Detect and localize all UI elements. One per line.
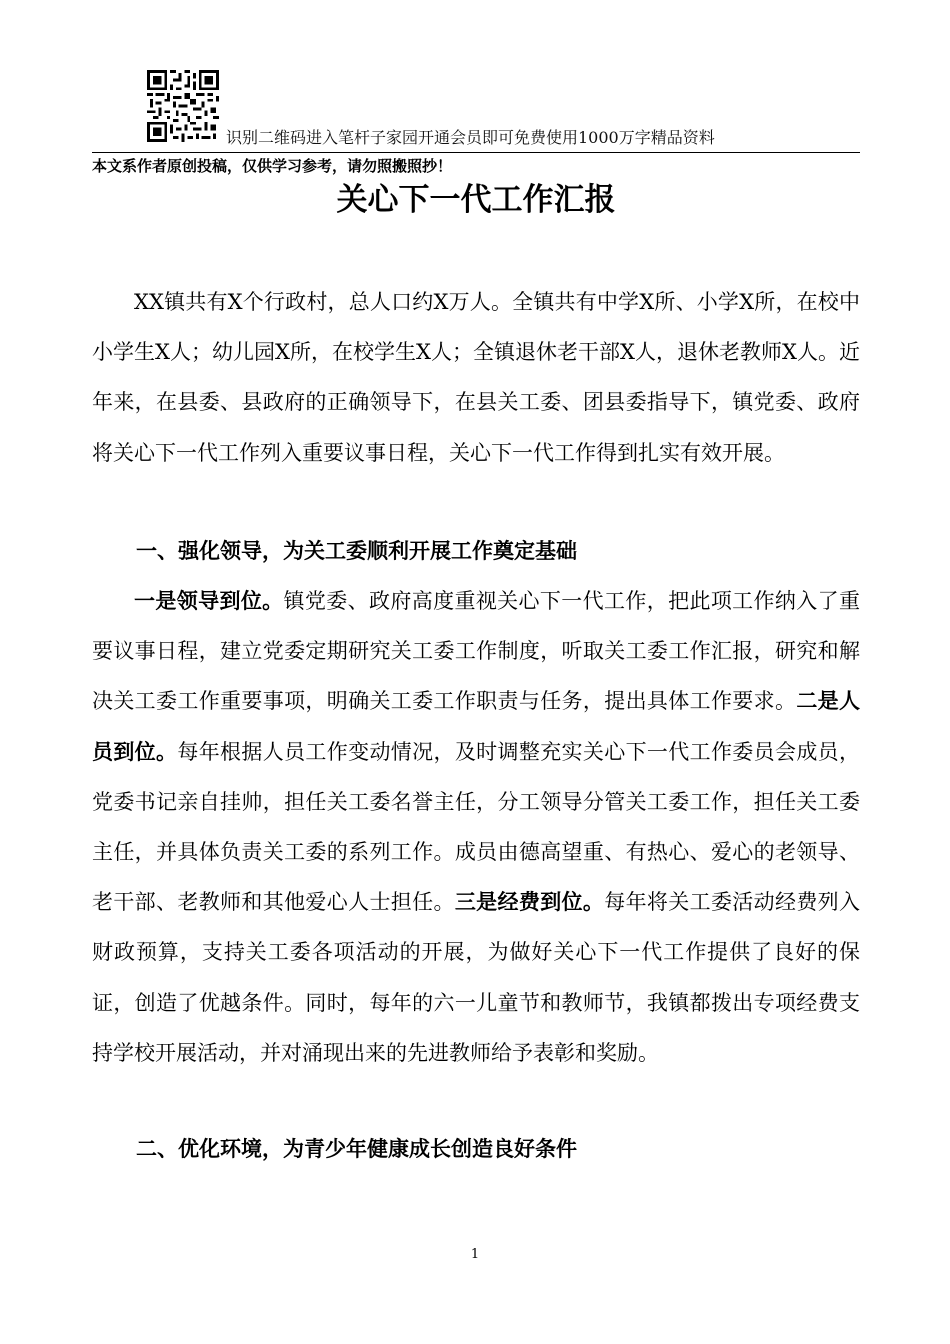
intro-paragraph — [92, 277, 860, 478]
section-2-heading: 二、优化环境，为青少年健康成长创造良好条件 — [136, 1137, 577, 1161]
header-note: 识别二维码进入笔杆子家园开通会员即可免费使用1000万字精品资料 — [226, 128, 715, 147]
copyright-notice: 本文系作者原创投稿，仅供学习参考，请勿照搬照抄！ — [92, 157, 453, 175]
document-title: 关心下一代工作汇报 — [336, 182, 616, 218]
section-1-paragraph — [92, 576, 860, 1078]
intro-text: XX镇共有X个行政村，总人口约X万人。全镇共有中学X所、小学X所，在校中小学生X人；幼儿园X所，在校学生X人；全镇退休老干部X人，退休老教师X人。近年来，在县委、县政府的正确领导下，在县关工委、团县委指导下，镇党委、政府将关心下一代工作列入重要议事日程，关心下一代工作得到扎实有效开展。 — [92, 290, 860, 465]
lead-personnel: 二是人员到位。 — [92, 689, 860, 764]
lead-leadership: 一是领导到位。 — [134, 589, 284, 613]
lead-funding: 三是经费到位。 — [454, 890, 605, 915]
text-funding: 每年将关工委活动经费列入财政预算，支持关工委各项活动的开展，为做好关心下一代工作提供了良好的保证，创造了优越条件。同时，每年的六一儿童节和教师节，我镇都拨出专项经费支持学校开展活动，并对涌现出来的先进教师给予表彰和奖励。 — [92, 890, 861, 1065]
header-divider — [92, 152, 860, 153]
section-1-heading: 一、强化领导，为关工委顺利开展工作奠定基础 — [136, 539, 577, 563]
qr-code-icon[interactable] — [147, 70, 219, 142]
page-number: 1 — [470, 1247, 480, 1262]
text-leadership: 镇党委、政府高度重视关心下一代工作，把此项工作纳入了重要议事日程，建立党委定期研究关工委工作制度，听取关工委工作汇报，研究和解决关工委工作重要事项，明确关工委工作职责与任务，提出具体工作要求。 — [92, 589, 860, 714]
text-personnel: 每年根据人员工作变动情况，及时调整充实关心下一代工作委员会成员，党委书记亲自挂帅，担任关工委名誉主任，分工领导分管关工委工作，担任关工委主任，并具体负责关工委的系列工作。成员由德高望重、有热心、爱心的老领导、老干部、老教师和其他爱心人士担任。 — [92, 739, 861, 915]
